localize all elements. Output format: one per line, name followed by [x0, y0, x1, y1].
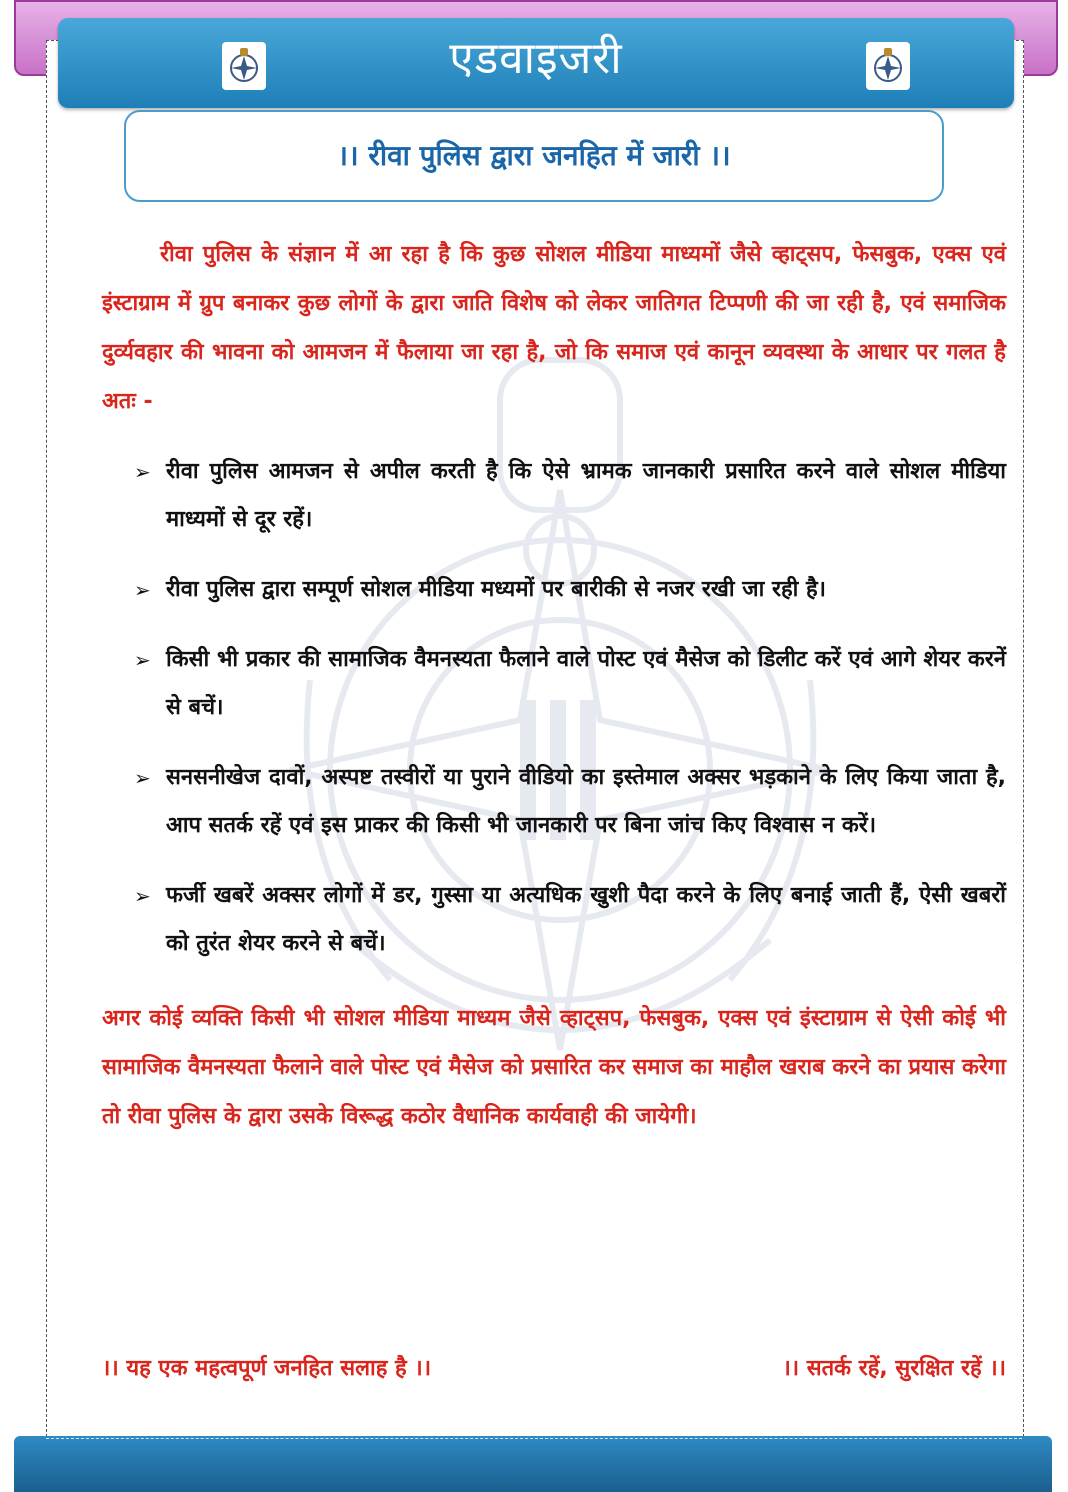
intro-paragraph: रीवा पुलिस के संज्ञान में आ रहा है कि कुछ सोशल मीडिया माध्यमों जैसे व्हाट्सप, फेसबुक, एक्स एवं इंस्टाग्राम में ग्रुप बनाकर कुछ लोगों के द्वारा जाति विशेष को लेकर जातिगत टिप्पणी की जा रही है, एवं समाजिक दुर्व्यवहार की भावना को आमजन में फैलाया जा रहा है, जो कि समाज एवं कानून व्यवस्था के आधार पर गलत है अतः - — [102, 242, 1006, 414]
bottom-dashed-line — [46, 1438, 1022, 1439]
list-item — [102, 754, 1006, 850]
advisory-content — [102, 230, 1006, 1141]
bottom-decorative-bar — [14, 1436, 1052, 1492]
advisory-list — [102, 448, 1006, 968]
footer-slogan-left: ।। यह एक महत्वपूर्ण जनहित सलाह है ।। — [102, 1356, 432, 1381]
list-item — [102, 872, 1006, 968]
header-banner — [58, 18, 1014, 108]
warning-paragraph: अगर कोई व्यक्ति किसी भी सोशल मीडिया माध्यम जैसे व्हाट्सप, फेसबुक, एक्स एवं इंस्टाग्राम से ऐसी कोई भी सामाजिक वैमनस्यता फैलाने वाले पोस्ट एवं मैसेज को प्रसारित कर समाज का माहौल खराब करने का प्रयास करेगा तो रीवा पुलिस के द्वारा उसके विरूद्ध कठोर वैधानिक कार्यवाही की जायेगी। — [102, 1006, 1006, 1129]
arrow-bullet-icon: ➢ — [134, 766, 151, 790]
subtitle-box — [124, 110, 944, 202]
footer-slogan-right: ।। सतर्क रहें, सुरक्षित रहें ।। — [782, 1356, 1006, 1381]
list-item-text: किसी भी प्रकार की सामाजिक वैमनस्यता फैलाने वाले पोस्ट एवं मैसेज को डिलीट करें एवं आगे शेयर करनें से बचें। — [166, 647, 1006, 720]
subtitle: ।। रीवा पुलिस द्वारा जनहित में जारी ।। — [337, 139, 731, 172]
arrow-bullet-icon: ➢ — [134, 460, 151, 484]
arrow-bullet-icon: ➢ — [134, 884, 151, 908]
list-item — [102, 566, 1006, 614]
list-item — [102, 448, 1006, 544]
list-item — [102, 636, 1006, 732]
list-item-text: सनसनीखेज दावों, अस्पष्ट तस्वीरों या पुराने वीडियो का इस्तेमाल अक्सर भड़काने के लिए किया जाता है, आप सतर्क रहें एवं इस प्राकर की किसी भी जानकारी पर बिना जांच किए विश्वास न करें। — [166, 765, 1006, 838]
police-emblem-icon — [866, 42, 910, 90]
list-item-text: फर्जी खबरें अक्सर लोगों में डर, गुस्सा या अत्यधिक खुशी पैदा करने के लिए बनाई जाती हैं, ऐसी खबरों को तुरंत शेयर करने से बचें। — [166, 883, 1006, 956]
list-item-text: रीवा पुलिस आमजन से अपील करती है कि ऐसे भ्रामक जानकारी प्रसारित करने वाले सोशल मीडिया माध्यमों से दूर रहें। — [166, 459, 1006, 532]
list-item-text: रीवा पुलिस द्वारा सम्पूर्ण सोशल मीडिया मध्यमों पर बारीकी से नजर रखी जा रही है। — [166, 577, 827, 602]
arrow-bullet-icon: ➢ — [134, 578, 151, 602]
arrow-bullet-icon: ➢ — [134, 648, 151, 672]
page-title: एडवाइजरी — [449, 33, 623, 84]
